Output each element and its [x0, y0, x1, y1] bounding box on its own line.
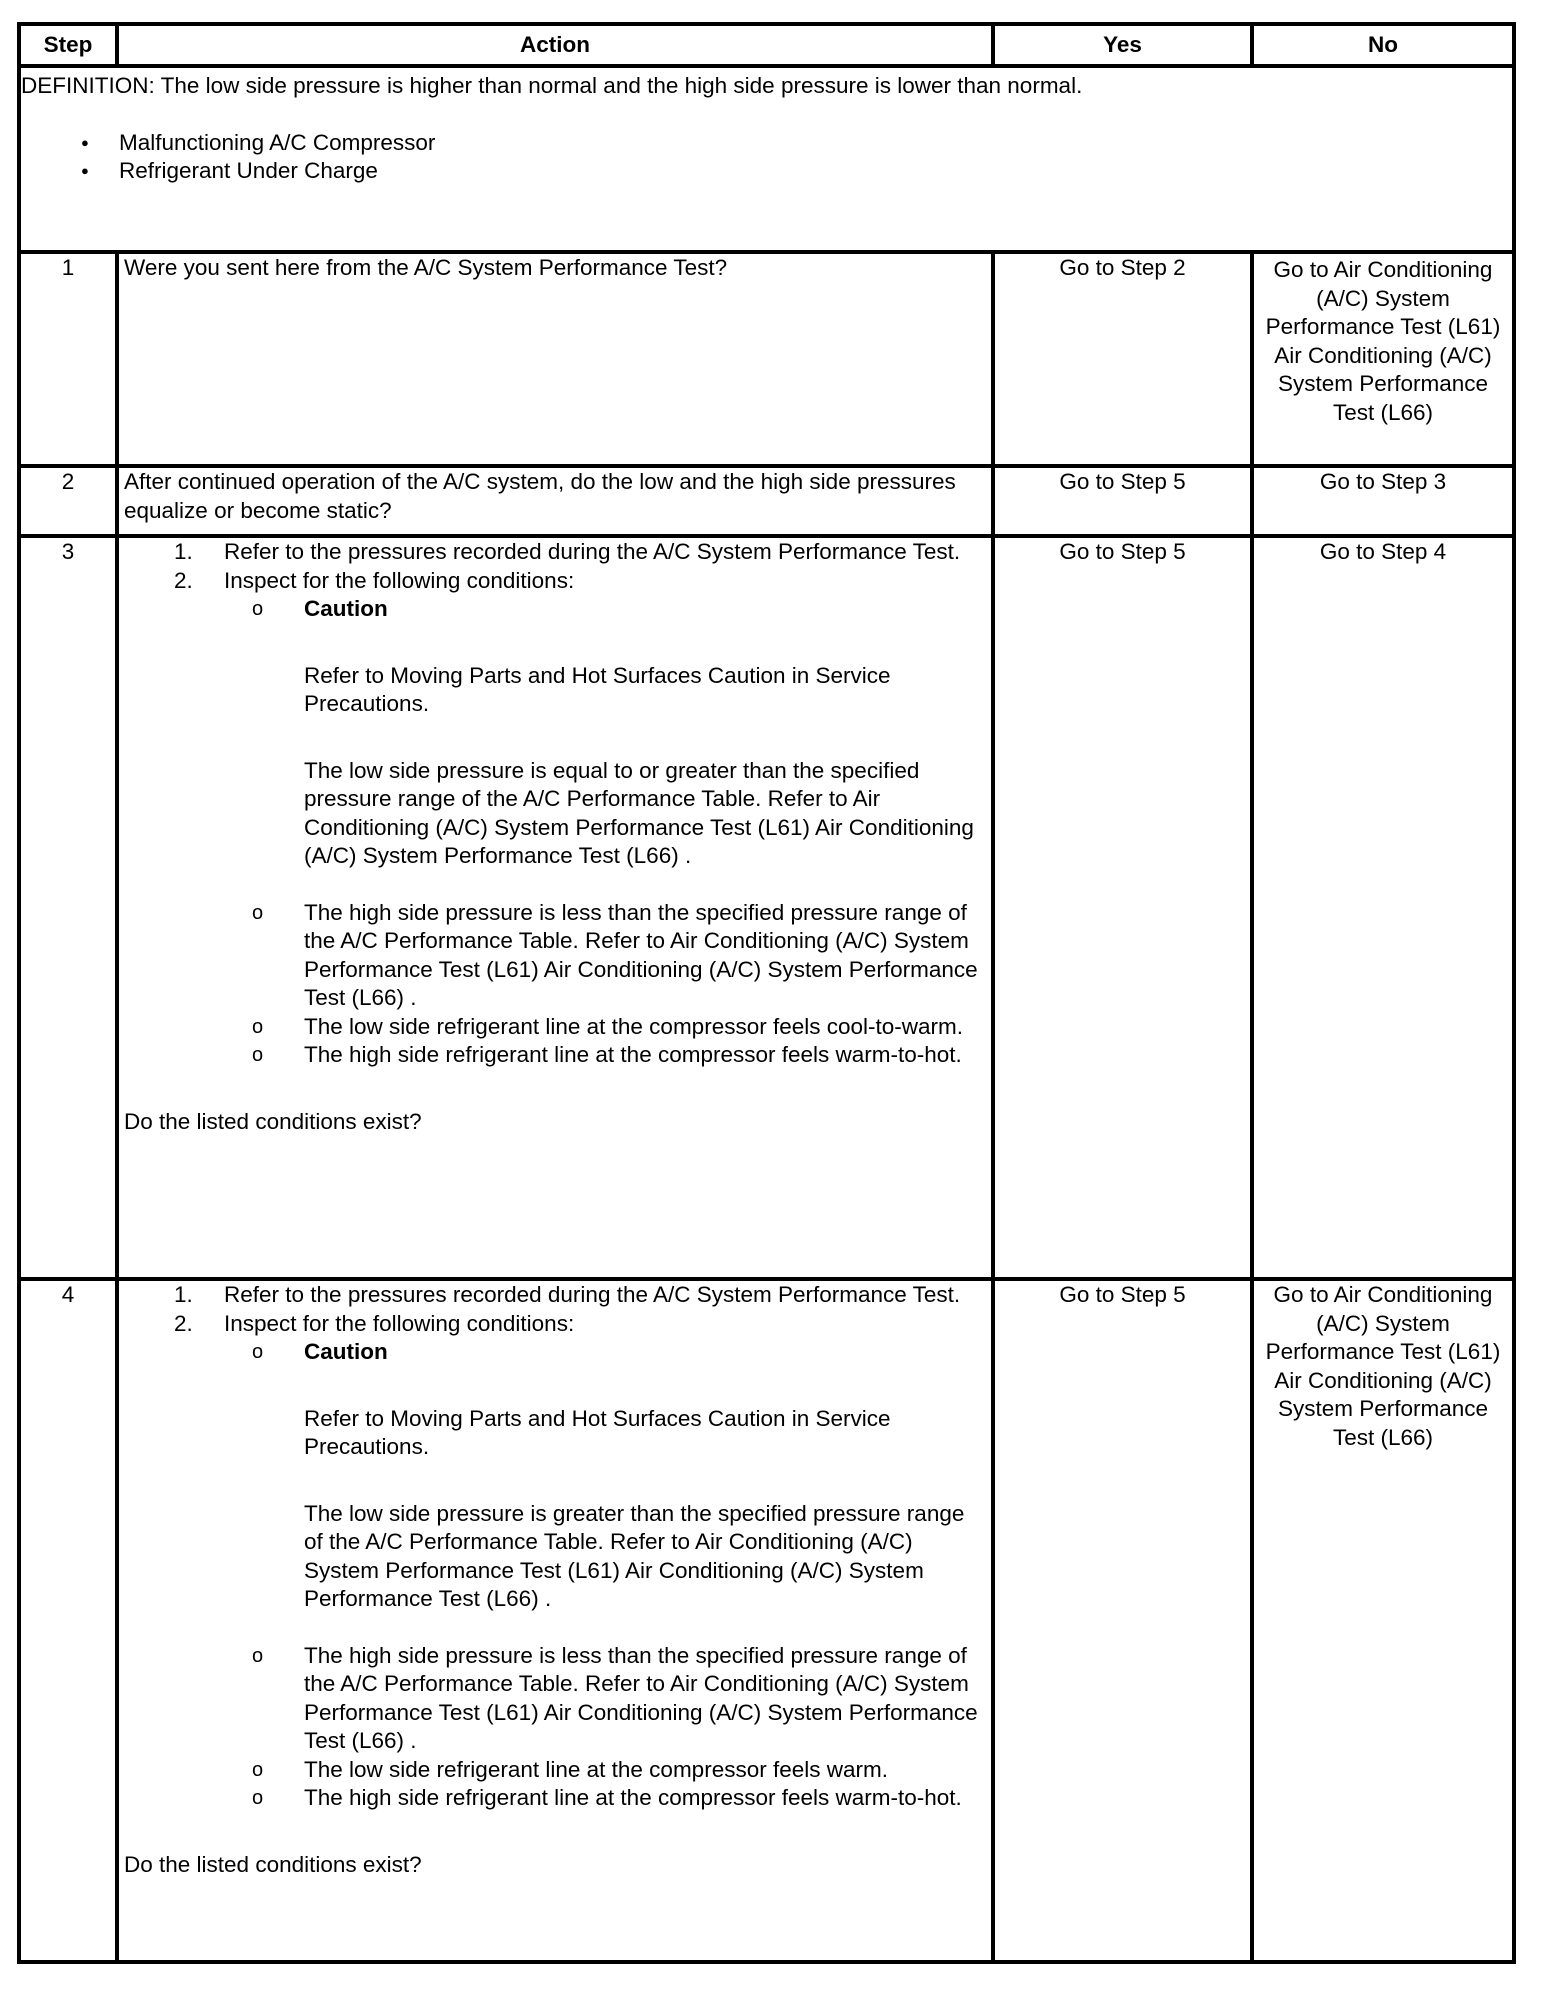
- header-row: [19, 24, 1514, 66]
- circle-bullet: o: [252, 901, 264, 924]
- cause-item: ● Malfunctioning A/C Compressor: [81, 129, 1512, 158]
- caution-item: [204, 1338, 986, 1642]
- condition-list: [224, 1338, 986, 1813]
- definition-text: DEFINITION: The low side pressure is higher than normal and the high side pressure is lower than normal.: [21, 73, 1083, 98]
- yes-result: Go to Step 5: [993, 536, 1252, 1279]
- procedure-item: [124, 538, 986, 567]
- caution-text: Refer to Moving Parts and Hot Surfaces Caution in Service Precautions.: [304, 662, 891, 716]
- procedure-list: [124, 538, 986, 1070]
- cause-list: [21, 129, 1512, 186]
- step-number: 1: [19, 252, 117, 466]
- condition-text: The high side pressure is less than the specified pressure range of the A/C Performance Table. Refer to Air Conditioning (A/C) System Performance Test (L61) Air Conditioning (A/C) System Performance Test (L66) .: [304, 1642, 978, 1753]
- cause-item: ● Refrigerant Under Charge: [81, 157, 1512, 186]
- item-number: 1.: [174, 1282, 193, 1307]
- item-text: Inspect for the following conditions:: [224, 1310, 575, 1336]
- procedure-item: [124, 1281, 986, 1310]
- condition-item: [204, 1013, 986, 1042]
- condition-item: [204, 1756, 986, 1785]
- step-row-4: [19, 1279, 1514, 1962]
- condition-text: The high side refrigerant line at the compressor feels warm-to-hot.: [304, 1042, 962, 1067]
- caution-label: Caution: [304, 596, 388, 621]
- yes-result: Go to Step 5: [993, 466, 1252, 536]
- yes-result: Go to Step 5: [993, 1279, 1252, 1962]
- low-side-text: The low side pressure is equal to or greater than the specified pressure range of the A/C Performance Table. Refer to Air Conditioning (A/C) System Performance Test (L61) Air Conditioning (A/C) System Performance Test (L66) .: [304, 757, 974, 868]
- procedure-list: [124, 1281, 986, 1813]
- condition-list: [224, 595, 986, 1070]
- diagnostic-table: [17, 22, 1516, 1964]
- step-question: Were you sent here from the A/C System Performance Test?: [117, 252, 993, 466]
- condition-text: The high side pressure is less than the specified pressure range of the A/C Performance Table. Refer to Air Conditioning (A/C) System Performance Test (L61) Air Conditioning (A/C) System Performance Test (L66) .: [304, 899, 978, 1010]
- low-side-text: The low side pressure is greater than the specified pressure range of the A/C Performance Table. Refer to Air Conditioning (A/C) System Performance Test (L61) Air Conditioning (A/C) System Performance Test (L66) .: [304, 1500, 965, 1611]
- diagnostic-sheet: [17, 22, 1516, 1964]
- condition-item: [204, 899, 986, 1013]
- step-action: [117, 536, 993, 1279]
- step-number: 2: [19, 466, 117, 536]
- circle-bullet: o: [252, 1015, 264, 1038]
- condition-item: [204, 1642, 986, 1756]
- condition-item: [204, 1784, 986, 1813]
- caution-text: Refer to Moving Parts and Hot Surfaces Caution in Service Precautions.: [304, 1405, 891, 1459]
- circle-bullet: o: [252, 1758, 264, 1781]
- step-action: [117, 1279, 993, 1962]
- definition-cell: [19, 66, 1514, 252]
- no-result: Go to Air Conditioning (A/C) System Performance Test (L61) Air Conditioning (A/C) System Performance Test (L66): [1252, 1279, 1514, 1962]
- item-text: Inspect for the following conditions:: [224, 567, 575, 593]
- circle-bullet: o: [252, 1787, 264, 1809]
- step-row-2: [19, 466, 1514, 536]
- item-text: Refer to the pressures recorded during the A/C System Performance Test.: [224, 1282, 961, 1307]
- yes-result: Go to Step 2: [993, 252, 1252, 466]
- header-yes: Yes: [993, 24, 1252, 66]
- step-question: Do the listed conditions exist?: [124, 1108, 422, 1134]
- header-no: No: [1252, 24, 1514, 66]
- condition-text: The high side refrigerant line at the compressor feels warm-to-hot.: [304, 1785, 962, 1810]
- no-result: Go to Air Conditioning (A/C) System Performance Test (L61) Air Conditioning (A/C) System Performance Test (L66): [1252, 252, 1514, 466]
- condition-text: The low side refrigerant line at the compressor feels cool-to-warm.: [304, 1013, 964, 1039]
- step-number: 3: [19, 536, 117, 1279]
- step-question: After continued operation of the A/C system, do the low and the high side pressures equalize or become static?: [117, 466, 993, 536]
- circle-bullet: o: [252, 1341, 264, 1363]
- item-number: 1.: [174, 539, 193, 564]
- step-row-3: [19, 536, 1514, 1279]
- caution-item: [204, 595, 986, 899]
- circle-bullet: o: [252, 598, 264, 620]
- step-question: Do the listed conditions exist?: [124, 1851, 422, 1877]
- condition-text: The low side refrigerant line at the compressor feels warm.: [304, 1756, 888, 1782]
- step-number: 4: [19, 1279, 117, 1962]
- no-result: Go to Step 3: [1252, 466, 1514, 536]
- procedure-item: [124, 567, 986, 1070]
- step-row-1: [19, 252, 1514, 466]
- item-number: 2.: [174, 1310, 193, 1336]
- no-result: Go to Step 4: [1252, 536, 1514, 1279]
- item-number: 2.: [174, 567, 193, 593]
- header-step: Step: [19, 24, 117, 66]
- definition-row: [19, 66, 1514, 252]
- header-action: Action: [117, 24, 993, 66]
- item-text: Refer to the pressures recorded during the A/C System Performance Test.: [224, 539, 961, 564]
- circle-bullet: o: [252, 1644, 264, 1667]
- circle-bullet: o: [252, 1044, 264, 1066]
- caution-label: Caution: [304, 1339, 388, 1364]
- condition-item: [204, 1041, 986, 1070]
- procedure-item: [124, 1310, 986, 1813]
